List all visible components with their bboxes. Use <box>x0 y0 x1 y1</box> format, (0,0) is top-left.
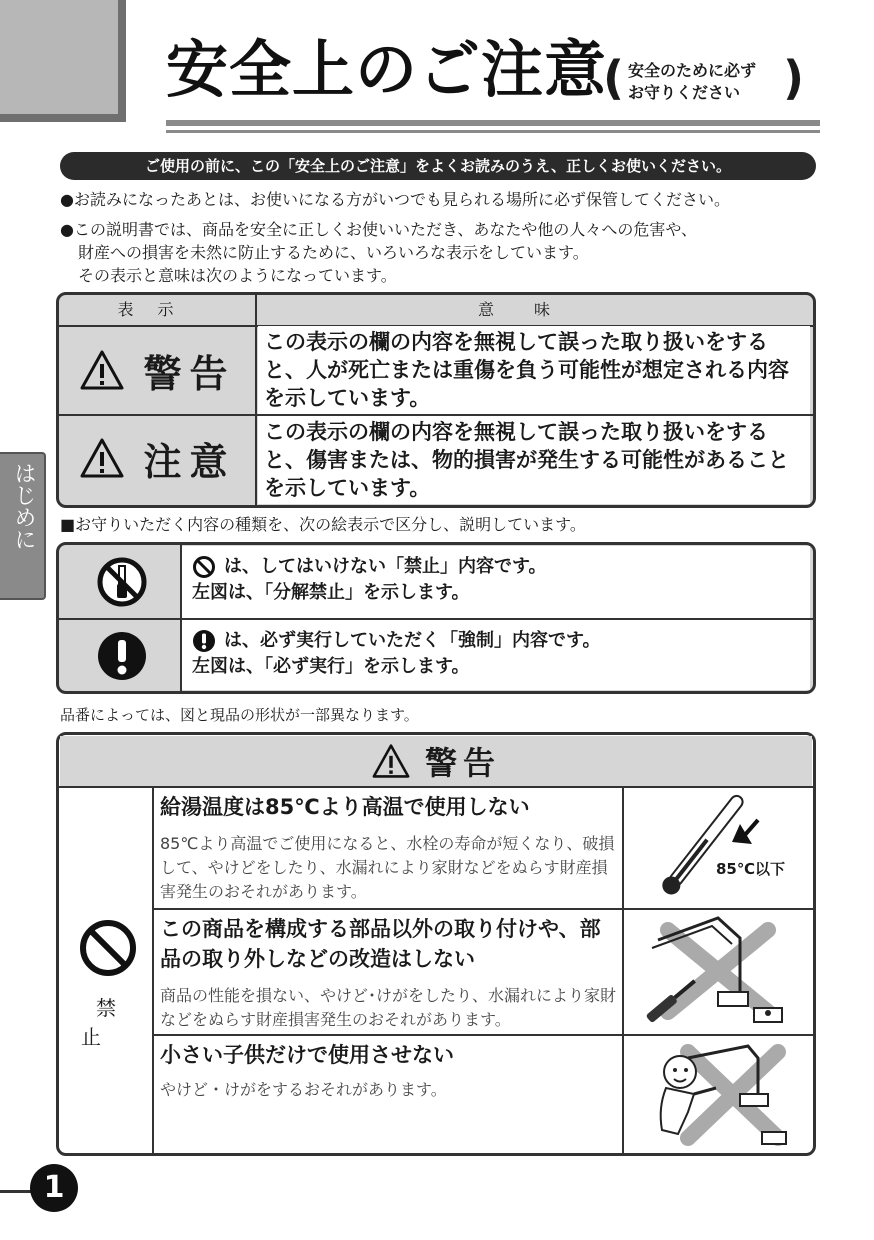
table-divider <box>153 908 813 910</box>
warning-heading-text: 警告 <box>424 744 501 782</box>
subtitle-paren-close: ) <box>783 51 805 105</box>
intro-bullet <box>60 218 697 287</box>
header-rule <box>166 130 820 133</box>
table-divider <box>152 787 154 1153</box>
pictogram-description: は、必ず実行していただく「強制」内容です。 <box>224 630 601 651</box>
warning-item-title: 小さい子供だけで使用させない <box>160 1043 454 1067</box>
header-corner-block <box>0 0 126 122</box>
pictogram-row <box>182 546 810 618</box>
no-disassembly-icon <box>96 556 148 608</box>
page-number: 1 <box>30 1164 78 1212</box>
warning-item-body: やけど・けがをするおそれがあります。 <box>160 1080 447 1099</box>
intro-banner: ご使用の前に、この「安全上のご注意」をよくお読みのうえ、正しくお使いください。 <box>60 152 816 180</box>
intro-bullet-line: その表示と意味は次のようになっています。 <box>78 266 397 285</box>
warning-item-title: この商品を構成する部品以外の取り付けや、部品の取り外しなどの改造はしない <box>160 917 601 971</box>
warning-item-body: 85℃より高温でご使用になると、水栓の寿命が短くなり、破損して、やけどをしたり、水漏れにより家財などをぬらす財産損害発生のおそれがあります。 <box>160 834 615 901</box>
signal-table-header: 表示 <box>117 300 198 319</box>
signal-table-header: 意味 <box>477 300 590 319</box>
signal-word: 注意 <box>143 439 236 484</box>
warning-item-body: 商品の性能を損ない、やけど･けがをしたり、水漏れにより家財などをぬらす財産損害発生のおそれがあります。 <box>160 986 617 1029</box>
intro-bullet: ●お読みになったあとは、お使いになる方がいつでも見られる場所に必ず保管してください。 <box>60 190 730 209</box>
prohibition-icon <box>78 918 138 978</box>
mandatory-icon <box>192 629 216 653</box>
caution-triangle-icon <box>79 437 125 479</box>
warning-item-title: 給湯温度は85℃より高温で使用しない <box>160 795 530 819</box>
warning-triangle-icon <box>371 743 411 779</box>
mandatory-action-icon <box>96 630 148 682</box>
temperature-label: 85℃以下 <box>716 860 786 878</box>
pictogram-example: 左図は、「必ず実行」を示します。 <box>192 656 470 677</box>
pictogram-row-line <box>192 554 800 580</box>
subtitle-line: お守りください <box>628 83 741 102</box>
table-divider <box>622 787 624 1153</box>
signal-word: 警告 <box>143 351 236 396</box>
child-illustration <box>628 1038 810 1150</box>
pictogram-row-line <box>192 628 800 654</box>
table-divider <box>59 786 813 788</box>
section-tab-label: はじめに <box>11 462 36 550</box>
pictogram-description: は、してはいけない「禁止」内容です。 <box>224 556 547 577</box>
signal-row-label <box>60 328 255 412</box>
pictogram-note: ■お守りいただく内容の種類を、次の絵表示で区分し、説明しています。 <box>60 515 586 534</box>
intro-bullet-line: ●この説明書では、商品を安全に正しくお使いいただき、あなたや他の人々への危害や、 <box>60 220 698 239</box>
pictogram-example: 左図は、「分解禁止」を示します。 <box>192 582 470 603</box>
pictogram-row <box>182 620 810 690</box>
warning-triangle-icon <box>79 349 125 391</box>
signal-row-meaning: この表示の欄の内容を無視して誤った取り扱いをすると、人が死亡または重傷を負う可能性が想定される内容を示しています。 <box>258 326 810 414</box>
subtitle-line: 安全のために必ず <box>628 61 757 80</box>
page-subtitle <box>628 60 788 104</box>
page-title: 安全上のご注意 <box>166 33 608 106</box>
table-divider <box>255 295 257 505</box>
table-divider <box>153 1034 813 1036</box>
signal-row-meaning: この表示の欄の内容を無視して誤った取り扱いをすると、傷害または、物的損害が発生する可能性があることを示しています。 <box>258 416 810 504</box>
thermometer-illustration <box>640 792 810 904</box>
prohibition-icon <box>192 555 216 579</box>
warning-table-heading <box>60 736 812 786</box>
intro-bullet-line: 財産への損害を未然に防止するために、いろいろな表示をしています。 <box>78 243 589 262</box>
signal-row-label <box>60 416 255 500</box>
subtitle-paren-open: ( <box>603 51 625 105</box>
header-rule <box>166 120 820 126</box>
shape-note: 品番によっては、図と現品の形状が一部異なります。 <box>60 706 419 724</box>
prohibition-label: 禁止 <box>81 996 146 1049</box>
no-modification-illustration <box>628 912 810 1032</box>
